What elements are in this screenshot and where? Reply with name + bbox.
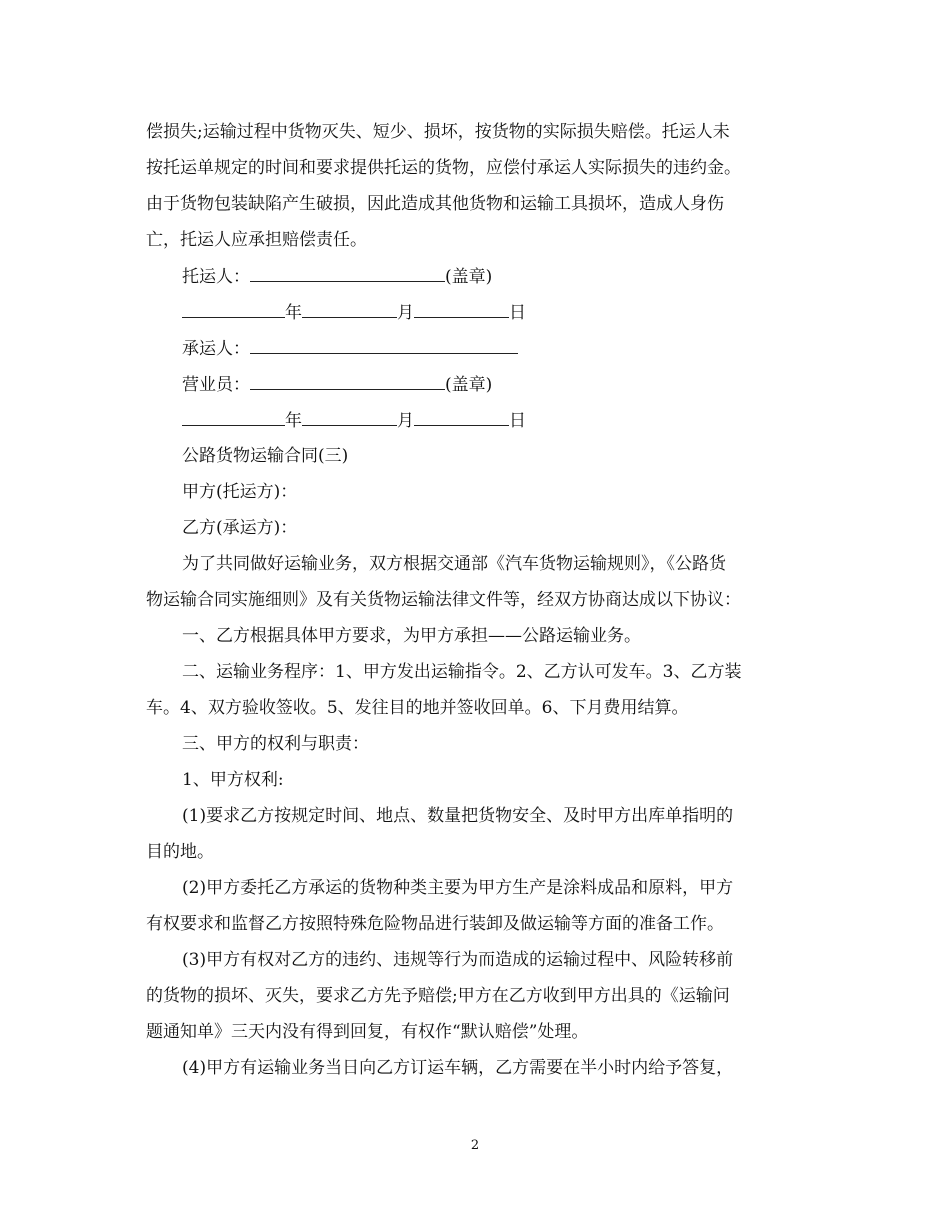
party-b: 乙方(承运方)：: [182, 518, 298, 538]
paragraph-line: 按托运单规定的时间和要求提供托运的货物，应偿付承运人实际损失的违约金。: [146, 158, 741, 178]
item-1-line: 目的地。: [146, 842, 214, 862]
intro-line: 为了共同做好运输业务，双方根据交通部《汽车货物运输规则》，《公路货: [182, 554, 726, 574]
item-2-line: 有权要求和监督乙方按照特殊危险物品进行装卸及做运输等方面的准备工作。: [146, 914, 724, 934]
year-blank: [182, 301, 285, 318]
day-label: 日: [509, 411, 526, 431]
item-1-line: (1)要求乙方按规定时间、地点、数量把货物安全、及时甲方出库单指明的: [182, 806, 734, 826]
clause-1: 一、乙方根据具体甲方要求，为甲方承担——公路运输业务。: [182, 626, 641, 646]
carrier-blank: [250, 337, 518, 354]
carrier-label: 承运人：: [182, 339, 250, 359]
item-4-line: (4)甲方有运输业务当日向乙方订运车辆，乙方需要在半小时内给予答复，: [182, 1058, 734, 1078]
clerk-label: 营业员：: [182, 375, 250, 395]
item-2-line: (2)甲方委托乙方承运的货物种类主要为甲方生产是涂料成品和原料，甲方: [182, 878, 734, 898]
day-blank: [414, 409, 509, 426]
clause-3: 三、甲方的权利与职责：: [182, 734, 369, 754]
day-blank: [414, 301, 509, 318]
seal-label: (盖章): [445, 267, 493, 287]
carrier-signature-line: [182, 337, 842, 360]
month-label: 月: [397, 303, 414, 323]
item-3-line: 的货物的损坏、灭失，要求乙方先予赔偿;甲方在乙方收到甲方出具的《运输问: [146, 986, 730, 1006]
paragraph-line: 亡，托运人应承担赔偿责任。: [146, 230, 367, 250]
intro-line: 物运输合同实施细则》及有关货物运输法律文件等，经双方协商达成以下协议：: [146, 590, 741, 610]
paragraph-line: 偿损失;运输过程中货物灭失、短少、损坏，按货物的实际损失赔偿。托运人未: [146, 122, 730, 142]
month-blank: [302, 301, 397, 318]
date-line: [182, 409, 842, 432]
seal-label: (盖章): [445, 375, 493, 395]
shipper-label: 托运人：: [182, 267, 250, 287]
party-a: 甲方(托运方)：: [182, 482, 298, 502]
clause-2-line: 二、运输业务程序：1、甲方发出运输指令。2、乙方认可发车。3、乙方装: [182, 662, 742, 682]
paragraph-line: 由于货物包装缺陷产生破损，因此造成其他货物和运输工具损坏，造成人身伤: [146, 194, 724, 214]
clerk-blank: [250, 373, 445, 390]
year-label: 年: [285, 411, 302, 431]
item-3-line: 题通知单》三天内没有得到回复，有权作“默认赔偿”处理。: [146, 1022, 589, 1042]
page-number: 2: [470, 1138, 480, 1153]
clerk-signature-line: [182, 373, 842, 396]
contract-title: 公路货物运输合同(三): [182, 446, 349, 466]
month-label: 月: [397, 411, 414, 431]
year-label: 年: [285, 303, 302, 323]
day-label: 日: [509, 303, 526, 323]
month-blank: [302, 409, 397, 426]
date-line: [182, 301, 842, 324]
shipper-blank: [250, 265, 445, 282]
item-3-line: (3)甲方有权对乙方的违约、违规等行为而造成的运输过程中、风险转移前: [182, 950, 734, 970]
sub-clause-1: 1、甲方权利:: [182, 770, 284, 790]
shipper-signature-line: [182, 265, 842, 288]
clause-2-line: 车。4、双方验收签收。5、发往目的地并签收回单。6、下月费用结算。: [146, 698, 689, 718]
year-blank: [182, 409, 285, 426]
